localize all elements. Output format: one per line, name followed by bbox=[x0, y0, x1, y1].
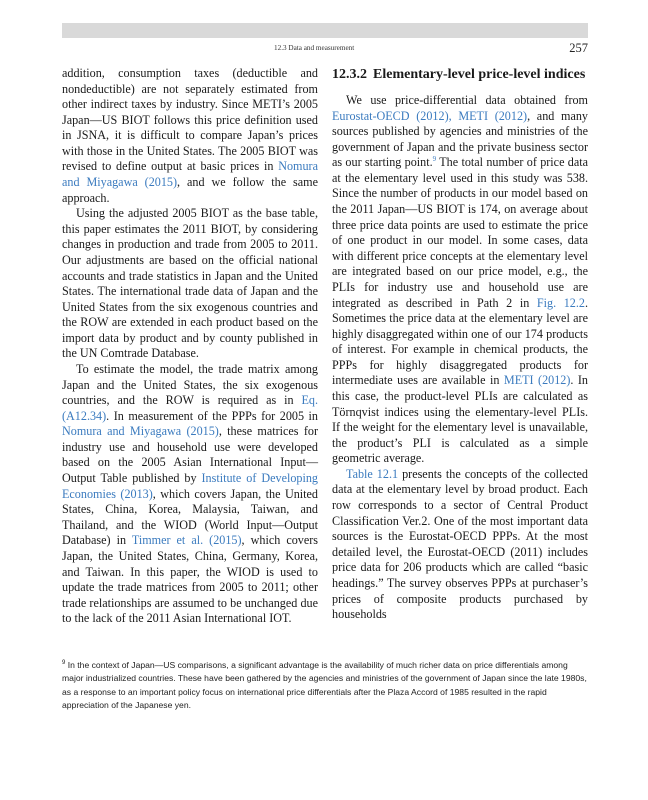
footnote-marker[interactable]: 9 bbox=[432, 155, 437, 164]
section-number: 12.3.2 bbox=[332, 67, 367, 82]
citation-link[interactable]: Nomura and Miyagawa (2015) bbox=[62, 424, 219, 439]
citation-link[interactable]: METI (2012) bbox=[503, 373, 571, 388]
page-number: 257 bbox=[569, 41, 588, 55]
left-column bbox=[62, 66, 318, 627]
citation-link[interactable]: Nomura and Miyagawa (2015) bbox=[62, 159, 318, 190]
page-header bbox=[62, 41, 588, 57]
footnote bbox=[62, 659, 588, 712]
table-link[interactable]: Table 12.1 bbox=[346, 466, 399, 481]
section-title: Elementary-level price-level indices bbox=[373, 67, 586, 82]
citation-link[interactable]: Institute of Developing Economies (2013) bbox=[62, 471, 318, 501]
running-head: 12.3 Data and measurement bbox=[274, 44, 355, 52]
left-paragraph-3: To estimate the model, the trade matrix among Japan and the United States, the six exogenous countries, and the ROW is required as in Eq. (A12.34). In measurement of the PPPs for 2005 in Nomura and Miyagawa (2015), these matrices for industry use and household use were developed based on the 2005 Asian International Input—Output Table published by Institute of Developing Economies (2013), which covers Japan, the United States, China, Korea, Malaysia, Taiwan, and Thailand, and the WIOD (World Input—Output Database) in Timmer et al. (2015), which covers Japan, the United States, China, Germany, Korea, and Taiwan. In this paper, the WIOD is used to update the trade matrices from 2005 to 2011; other trade relationships are assumed to be unchanged due to the lack of the 2011 Asian International IOT. bbox=[62, 361, 319, 626]
right-column bbox=[332, 66, 588, 623]
footnote-text: $^9$ In the context of Japan—US comparisons, a significant advantage is the availability of much richer data on price differentials among major industrialized countries. These have been gathered by the agencies and ministries of the government of Japan since the late 1980s, as a response to an important policy focus on international price differentials after the Plaza Accord of 1985 resulted in the rapid appreciation of the Japanese yen. bbox=[62, 660, 587, 710]
left-paragraph-2: Using the adjusted 2005 BIOT as the base table, this paper estimates the 2011 BIOT, by considering changes in production and trade from 2005 to 2011. Our adjustments are based on the official national accounts and trade statistics in Japan and the United States. The international trade data of Japan and the United States from the six exogenous countries and the ROW are extended in each product based on the import data by product and by county published in the UN Comtrade Database. bbox=[62, 206, 318, 361]
footnote-number: 9 bbox=[62, 660, 66, 667]
citation-link[interactable]: Eurostat-OECD (2012), METI (2012) bbox=[332, 108, 528, 123]
citation-link[interactable]: Timmer et al. (2015) bbox=[131, 533, 242, 548]
figure-link[interactable]: Fig. 12.2 bbox=[536, 295, 585, 310]
equation-link[interactable]: Eq. (A12.34) bbox=[62, 393, 318, 423]
left-paragraph-1: addition, consumption taxes (deductible and nondeductible) are not separately estimated from other indirect taxes by industry. Since METI’s 2005 Japan—US BIOT follows this price definition used in JSNA, it is difficult to compare Japan’s prices with those in the United States. The 2005 BIOT was revised to define output at basic prices in Nomura and Miyagawa (2015), and we follow the same approach. bbox=[62, 66, 318, 205]
section-heading bbox=[332, 66, 588, 83]
right-paragraph-1: We use price-differential data obtained from Eurostat-OECD (2012), METI (2012), and many sources published by agencies and ministries of the government of Japan and the private business sector as our starting point.$^9$ The total number of price data at the elementary level used in this study was 538. Since the number of products in our model based on the 2011 Japan—US BIOT is 174, on average about three price data points are used to estimate the price of one product in our model. In some cases, data with different price concepts at the elementary level are integrated based on our price model, e.g., the PLIs for industry use and household use are integrated as described in Path 2 in Fig. 12.2. Sometimes the price data at the elementary level are highly disaggregated within one of our 174 products of interest. For example in chemical products, the PPPs for highly disaggregated products for intermediate uses are available in METI (2012). In this case, the product-level PLIs are calculated as Törnqvist indices using the elementary-level PLIs. If the weight for the elementary level is unavailable, the product’s PLI is calculated as a simple geometric average. bbox=[332, 93, 589, 466]
right-paragraph-2: Table 12.1 presents the concepts of the collected data at the elementary level by broad product. Each row corresponds to a sector of Central Product Classification Ver.2. One of the most important data sources is the Eurostat-OECD PPPs. At the most detailed level, the Eurostat-OECD (2011) includes price data for 206 products which are called “basic headings.” The survey observes PPPs at purchaser’s prices of composite products purchased by households bbox=[332, 466, 589, 622]
header-band bbox=[62, 23, 588, 38]
